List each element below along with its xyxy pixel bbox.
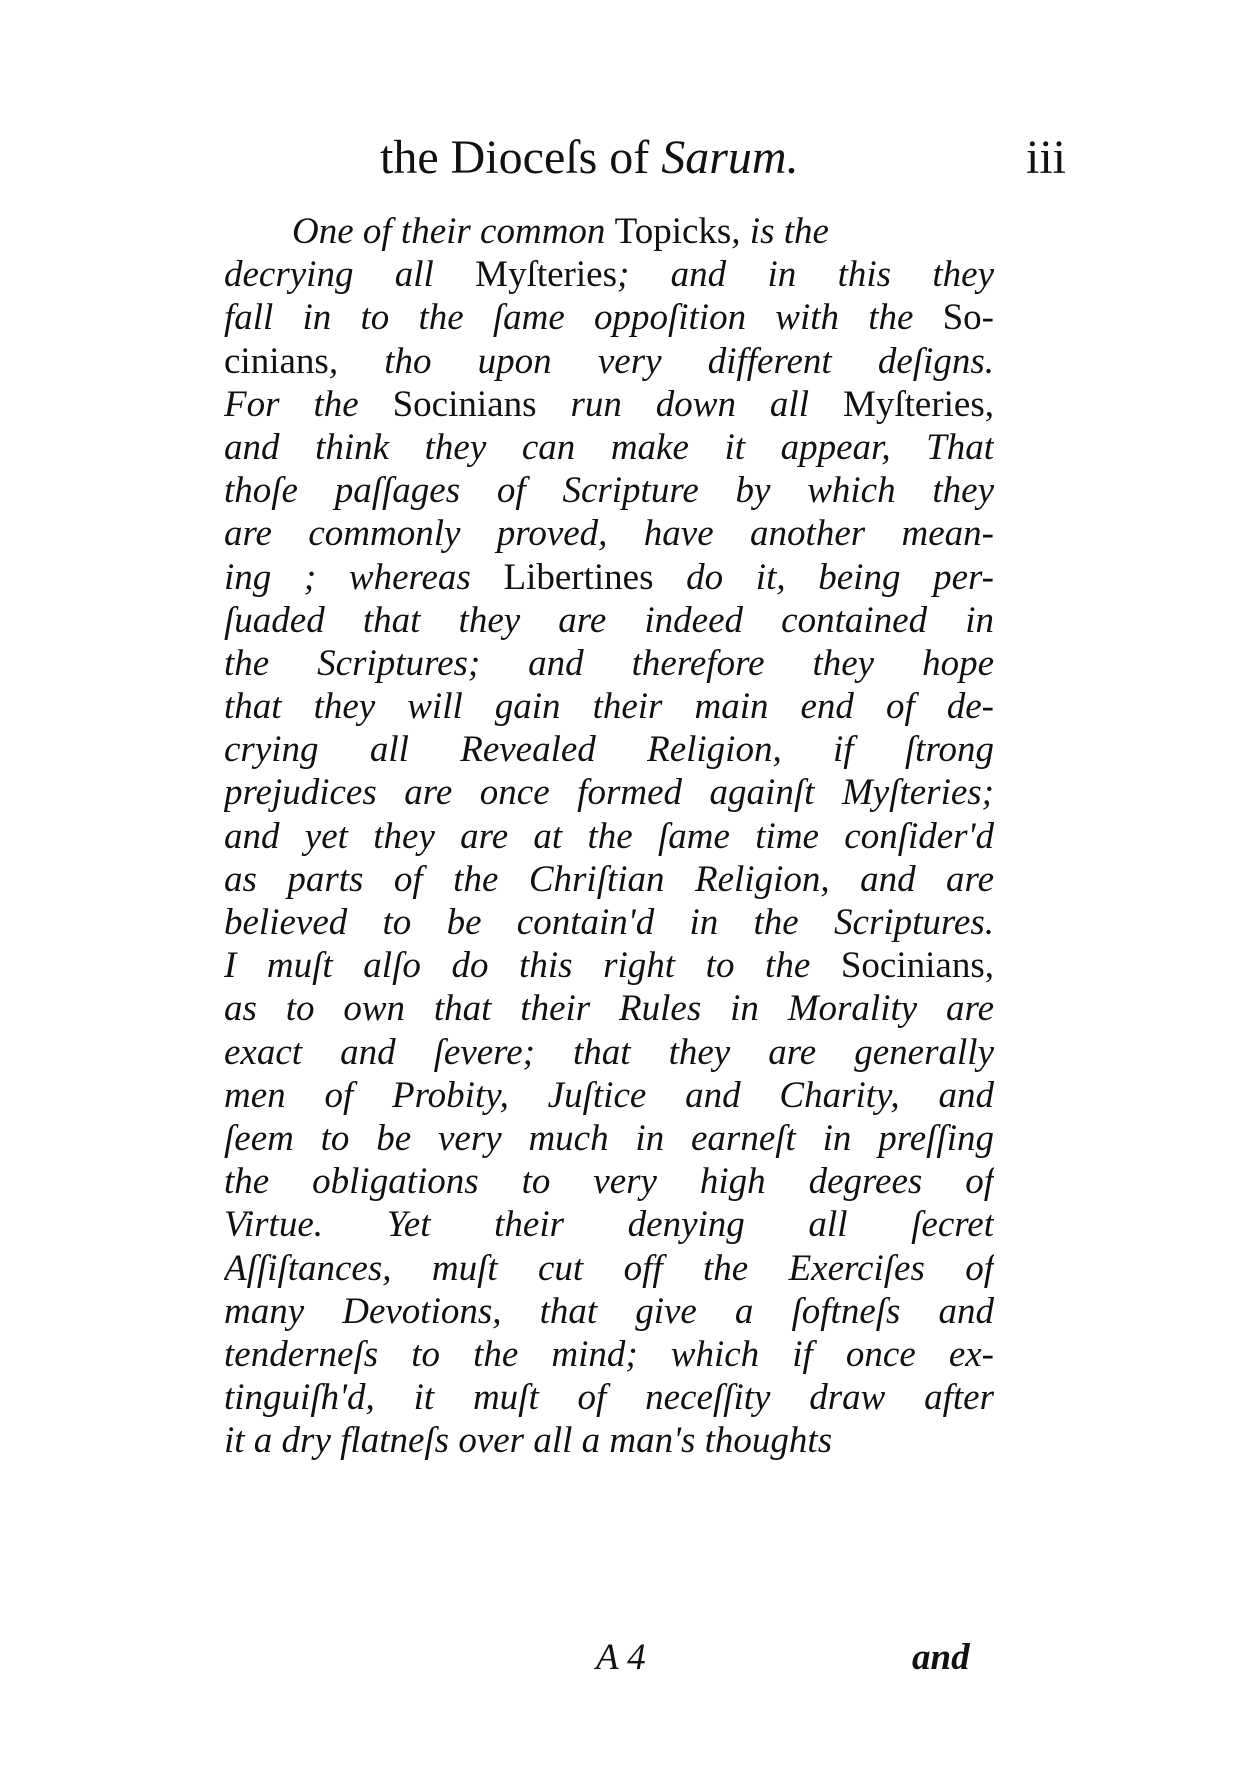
- text-line: [224, 858, 994, 901]
- text-line: [224, 210, 994, 253]
- italic-text: run down all: [536, 383, 843, 425]
- italic-text: prejudices are once formed againſt Myſteries;: [224, 772, 994, 814]
- text-line: [224, 771, 994, 814]
- italic-text: it a dry flatneſs over all a man's thoughts: [224, 1420, 833, 1462]
- italic-text: the obligations to very high degrees of: [224, 1161, 994, 1203]
- running-head-italic: Sarum.: [661, 131, 799, 184]
- text-line: [224, 469, 994, 512]
- italic-text: For the: [224, 383, 393, 425]
- page-footer: [0, 1632, 1259, 1684]
- text-line: [224, 815, 994, 858]
- roman-word: So-: [942, 297, 994, 339]
- italic-text: as parts of the Chriſtian Religion, and are: [224, 858, 994, 900]
- italic-text: the Scriptures; and therefore they hope: [224, 642, 994, 684]
- text-line: [224, 1290, 994, 1333]
- text-line: [224, 901, 994, 944]
- text-line: [224, 1247, 994, 1290]
- text-line: [224, 1160, 994, 1203]
- text-line: [224, 685, 994, 728]
- italic-text: many Devotions, that give a ſoftneſs and: [224, 1290, 994, 1332]
- italic-text: , tho upon very different deſigns.: [328, 340, 994, 382]
- text-line: [224, 1203, 994, 1246]
- page-number: iii: [1026, 131, 1067, 184]
- text-line: [224, 642, 994, 685]
- roman-word: cinians: [224, 340, 329, 382]
- italic-text: ſuaded that they are indeed contained in: [224, 599, 994, 641]
- text-line: [224, 1376, 994, 1419]
- text-line: [224, 1074, 994, 1117]
- text-line: [224, 340, 994, 383]
- italic-text: tenderneſs to the mind; which if once ex-: [224, 1333, 994, 1375]
- italic-text: are commonly proved, have another mean-: [224, 513, 994, 555]
- italic-text: , is the: [731, 211, 829, 252]
- italic-text: do it, being per-: [653, 556, 994, 598]
- italic-text: that they will gain their main end of de-: [224, 686, 994, 728]
- roman-word: Socinians,: [840, 945, 994, 987]
- italic-text: and think they can make it appear, That: [224, 426, 994, 468]
- text-line: [224, 728, 994, 771]
- text-line: [224, 1031, 994, 1074]
- italic-text: fall in to the ſame oppoſition with the: [224, 297, 943, 339]
- running-head: [380, 128, 799, 188]
- text-line: [224, 1419, 994, 1462]
- italic-text: men of Probity, Juſtice and Charity, and: [224, 1074, 994, 1116]
- text-line: [224, 426, 994, 469]
- roman-word: Libertines: [503, 556, 654, 598]
- italic-text: believed to be contain'd in the Scriptures.: [224, 902, 994, 943]
- body-text: [224, 210, 994, 1462]
- roman-word: Myſteries,: [842, 383, 994, 425]
- italic-text: ing ; whereas: [224, 556, 504, 598]
- text-line: [224, 1333, 994, 1376]
- italic-text: ; and in this they: [616, 254, 994, 296]
- italic-text: Aſſiſtances, muſt cut off the Exerciſes of: [224, 1247, 994, 1289]
- italic-text: Virtue. Yet their denying all ſecret: [224, 1204, 994, 1246]
- italic-text: ſeem to be very much in earneſt in preſſing: [224, 1117, 994, 1159]
- text-line: [224, 944, 994, 987]
- roman-word: Topicks: [614, 211, 732, 252]
- signature-mark: A 4: [596, 1637, 646, 1678]
- italic-text: One of their common: [292, 211, 615, 252]
- text-line: [224, 512, 994, 555]
- italic-text: crying all Revealed Religion, if ſtrong: [224, 729, 994, 771]
- text-line: [224, 383, 994, 426]
- text-line: [224, 253, 994, 296]
- text-line: [224, 1117, 994, 1160]
- italic-text: as to own that their Rules in Morality are: [224, 988, 994, 1030]
- text-line: [224, 987, 994, 1030]
- italic-text: decrying all: [224, 254, 476, 296]
- italic-text: and yet they are at the ſame time conſider'd: [224, 815, 994, 857]
- italic-text: tinguiſh'd, it muſt of neceſſity draw after: [224, 1377, 994, 1419]
- text-line: [224, 599, 994, 642]
- catchword: and: [912, 1637, 970, 1678]
- italic-text: I muſt alſo do this right to the: [224, 945, 841, 987]
- roman-word: Socinians: [392, 383, 537, 425]
- italic-text: exact and ſevere; that they are generally: [224, 1031, 994, 1073]
- running-head-roman: the Dioceſs of: [380, 131, 662, 184]
- text-line: [224, 556, 994, 599]
- roman-word: Myſteries: [475, 254, 617, 296]
- text-line: [224, 296, 994, 339]
- italic-text: thoſe paſſages of Scripture by which they: [224, 470, 994, 512]
